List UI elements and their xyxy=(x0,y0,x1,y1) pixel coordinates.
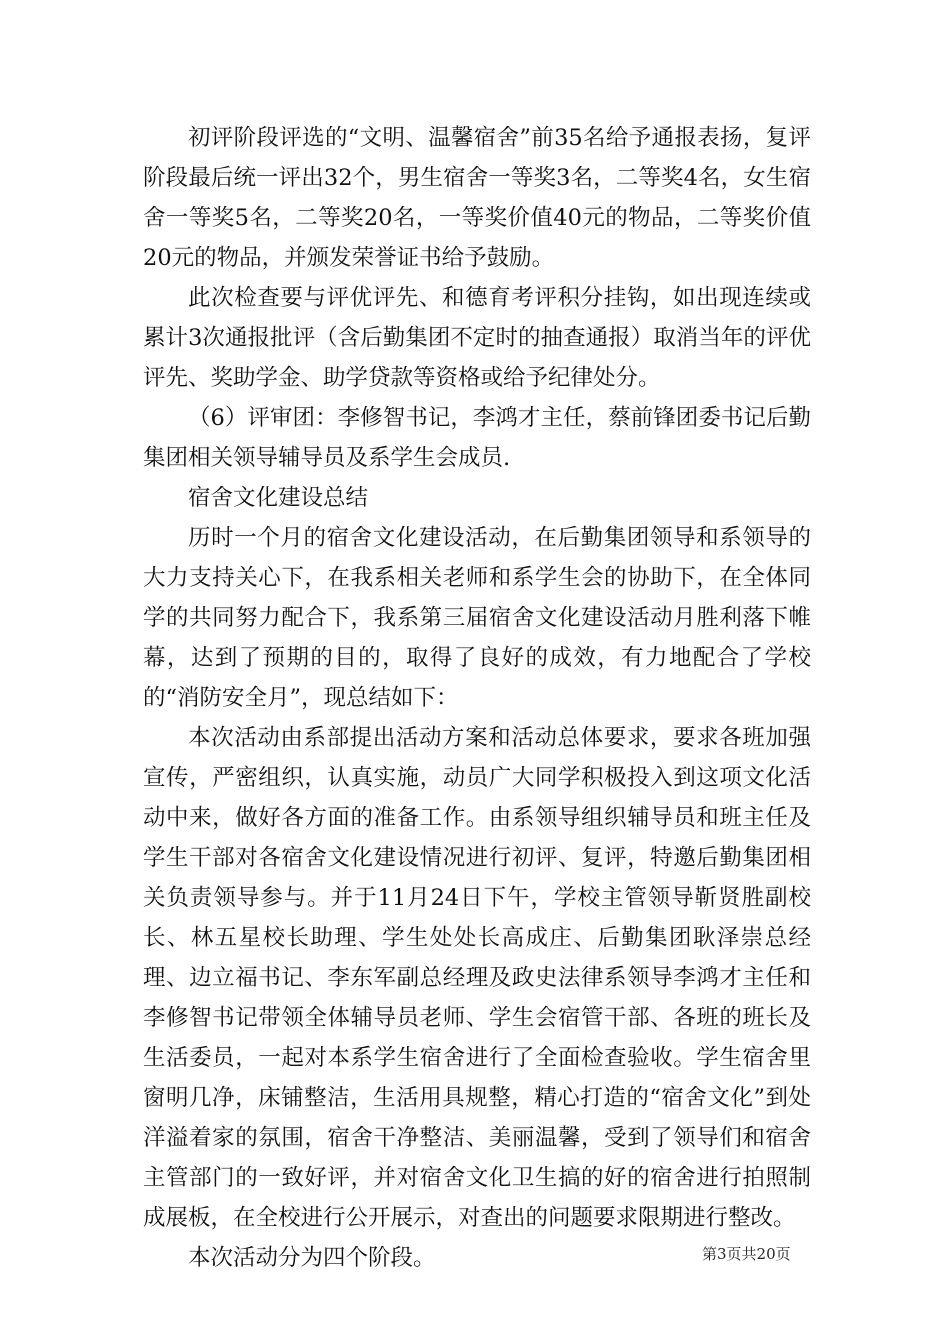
paragraph-stages: 本次活动分为四个阶段。 xyxy=(188,1245,436,1271)
paragraph-summary-intro: 历时一个月的宿舍文化建设活动，在后勤集团领导和系领导的大力支持关心下，在我系相关老师和系学生会的协助下，在全体同学的共同努力配合下，我系第三届宿舍文化建设活动月胜利落下帷幕，达到了预期的目的，取得了良好的成效，有力地配合了学校的“消防安全月”，现总结如下： xyxy=(143,525,811,711)
page-number: 第3页共20页 xyxy=(702,1245,791,1263)
paragraph-activity-details: 本次活动由系部提出活动方案和活动总体要求，要求各班加强宣传，严密组织，认真实施，动员广大同学积极投入到这项文化活动中来，做好各方面的准备工作。由系领导组织辅导员和班主任及学生干部对各宿舍文化建设情况进行初评、复评，特邀后勤集团相关负责领导参与。并于11月24日下午，学校主管领导靳贤胜副校长、林五星校长助理、学生处处长高成庄、后勤集团耿泽崇总经理、边立福书记、李东军副总经理及政史法律系领导李鸿才主任和李修智书记带领全体辅导员老师、学生会宿管干部、各班的班长及生活委员，一起对本系学生宿舍进行了全面检查验收。学生宿舍里窗明几净，床铺整洁，生活用具规整，精心打造的“宿舍文化”到处洋溢着家的氛围，宿舍干净整洁、美丽温馨，受到了领导们和宿舍主管部门的一致好评，并对宿舍文化卫生搞的好的宿舍进行拍照制成展板，在全校进行公开展示，对查出的问题要求限期进行整改。 xyxy=(143,725,811,1231)
section-heading-summary: 宿舍文化建设总结 xyxy=(188,485,369,511)
document-body xyxy=(143,118,811,1278)
paragraph-review-panel: （6）评审团：李修智书记，李鸿才主任，蔡前锋团委书记后勤集团相关领导辅导员及系学生会成员. xyxy=(143,405,811,471)
paragraph-award-rules: 初评阶段评选的“文明、温馨宿舍”前35名给予通报表扬，复评阶段最后统一评出32个，男生宿舍一等奖3名，二等奖4名，女生宿舍一等奖5名，二等奖20名，一等奖价值40元的物品，二等奖价值20元的物品，并颁发荣誉证书给予鼓励。 xyxy=(143,125,811,271)
paragraph-evaluation-link: 此次检查要与评优评先、和德育考评积分挂钩，如出现连续或累计3次通报批评（含后勤集团不定时的抽查通报）取消当年的评优评先、奖助学金、助学贷款等资格或给予纪律处分。 xyxy=(143,285,811,391)
